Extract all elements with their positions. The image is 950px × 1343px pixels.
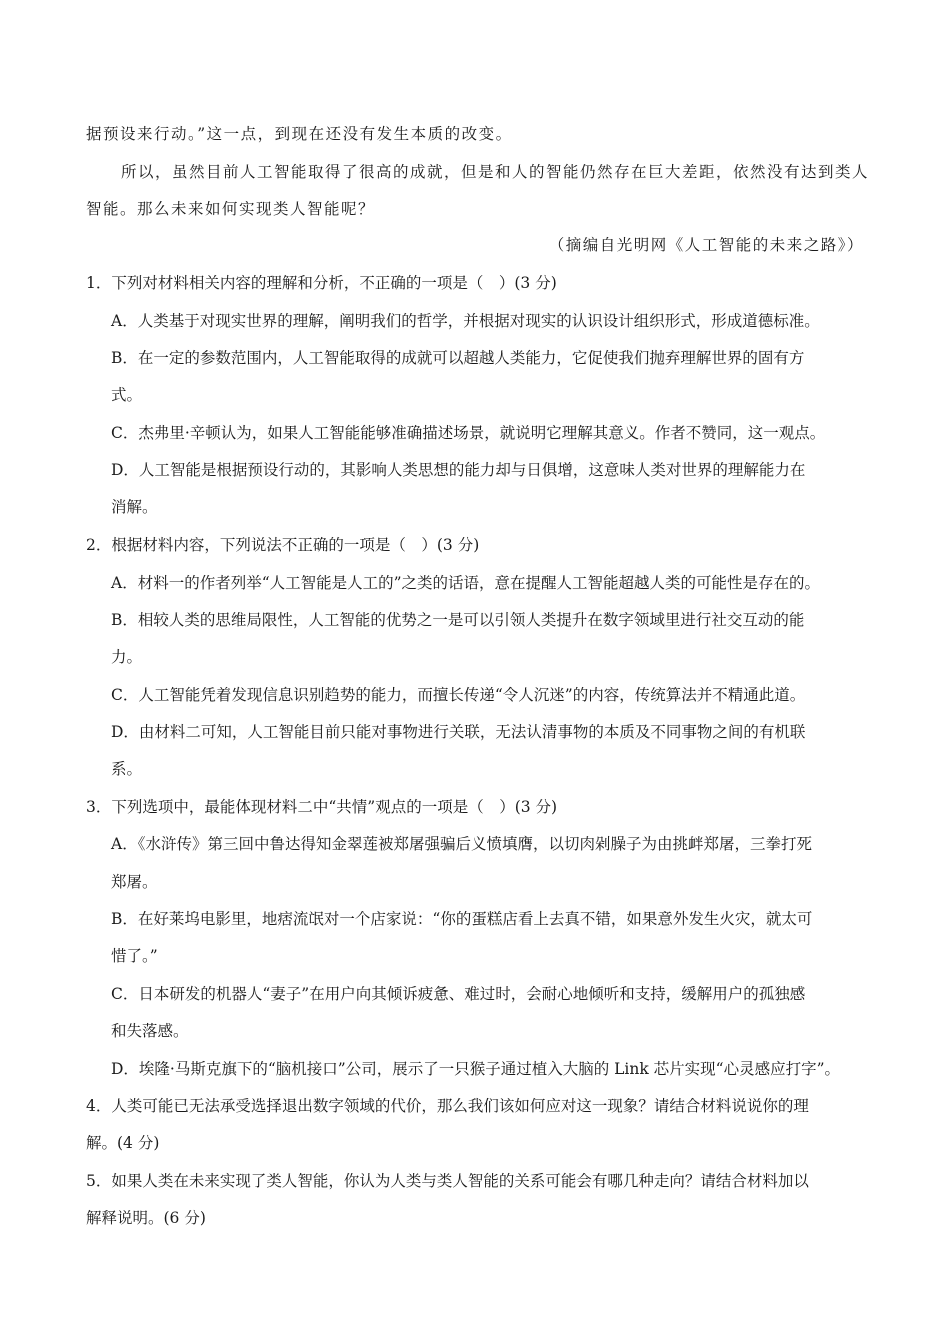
question-2-option-d: D．由材料二可知，人工智能目前只能对事物进行关联，无法认清事物的本质及不同事物之间的有机联	[111, 723, 806, 741]
question-1-option-d-cont: 消解。	[111, 498, 158, 516]
question-1-option-d: D．人工智能是根据预设行动的，其影响人类思想的能力却与日俱增，这意味人类对世界的理解能力在	[111, 461, 806, 479]
question-3-option-c-cont: 和失落感。	[111, 1022, 189, 1040]
question-1-option-a: A．人类基于对现实世界的理解，阐明我们的哲学，并根据对现实的认识设计组织形式，形成道德标准。	[111, 312, 820, 330]
question-1-stem: 1．下列对材料相关内容的理解和分析，不正确的一项是（ ）(3 分)	[86, 274, 557, 292]
question-2-option-d-cont: 系。	[111, 760, 143, 778]
question-2-option-b: B．相较人类的思维局限性，人工智能的优势之一是可以引领人类提升在数字领域里进行社交互动的能	[111, 611, 805, 629]
question-3-option-b: B．在好莱坞电影里，地痞流氓对一个店家说：“你的蛋糕店看上去真不错，如果意外发生火灾，就太可	[111, 910, 813, 928]
question-3-option-b-cont: 惜了。”	[111, 947, 158, 965]
question-1-option-b-cont: 式。	[111, 386, 143, 404]
question-3-option-d: D．埃隆·马斯克旗下的“脑机接口”公司，展示了一只猴子通过植入大脑的 Link 芯片实现“心灵感应打字”。	[111, 1060, 841, 1078]
passage-line: 所以，虽然目前人工智能取得了很高的成就，但是和人的智能仍然存在巨大差距，依然没有达到类人	[121, 163, 870, 181]
question-2-stem: 2．根据材料内容，下列说法不正确的一项是（ ）(3 分)	[86, 536, 480, 554]
question-1-option-c: C．杰弗里·辛顿认为，如果人工智能能够准确描述场景，就说明它理解其意义。作者不赞同，这一观点。	[111, 424, 826, 442]
passage-line: 据预设来行动。”这一点，到现在还没有发生本质的改变。	[86, 125, 513, 143]
question-3-option-a-cont: 郑屠。	[111, 873, 158, 891]
passage-line: 智能。那么未来如何实现类人智能呢？	[86, 200, 376, 218]
question-4-stem: 4．人类可能已无法承受选择退出数字领域的代价，那么我们该如何应对这一现象？请结合材料说说你的理	[86, 1097, 809, 1115]
question-2-option-c: C．人工智能凭着发现信息识别趋势的能力，而擅长传递“令人沉迷”的内容，传统算法并不精通此道。	[111, 686, 806, 704]
question-5-stem: 5．如果人类在未来实现了类人智能，你认为人类与类人智能的关系可能会有哪几种走向？请结合材料加以	[86, 1172, 809, 1190]
question-3-option-a: A．《水浒传》第三回中鲁达得知金翠莲被郑屠强骗后义愤填膺，以切肉剁臊子为由挑衅郑屠，三拳打死	[111, 835, 812, 853]
question-5-stem-cont: 解释说明。(6 分)	[86, 1209, 206, 1227]
question-3-stem: 3．下列选项中，最能体现材料二中“共情”观点的一项是（ ）(3 分)	[86, 798, 558, 816]
question-2-option-b-cont: 力。	[111, 648, 143, 666]
question-4-stem-cont: 解。(4 分)	[86, 1134, 160, 1152]
question-1-option-b: B．在一定的参数范围内，人工智能取得的成就可以超越人类能力，它促使我们抛弃理解世界的固有方	[111, 349, 805, 367]
passage-source: （摘编自光明网《人工智能的未来之路》）	[548, 236, 864, 254]
question-3-option-c: C．日本研发的机器人“妻子”在用户向其倾诉疲惫、难过时，会耐心地倾听和支持，缓解用户的孤独感	[111, 985, 806, 1003]
question-2-option-a: A．材料一的作者列举“人工智能是人工的”之类的话语，意在提醒人工智能超越人类的可能性是存在的。	[111, 574, 821, 592]
